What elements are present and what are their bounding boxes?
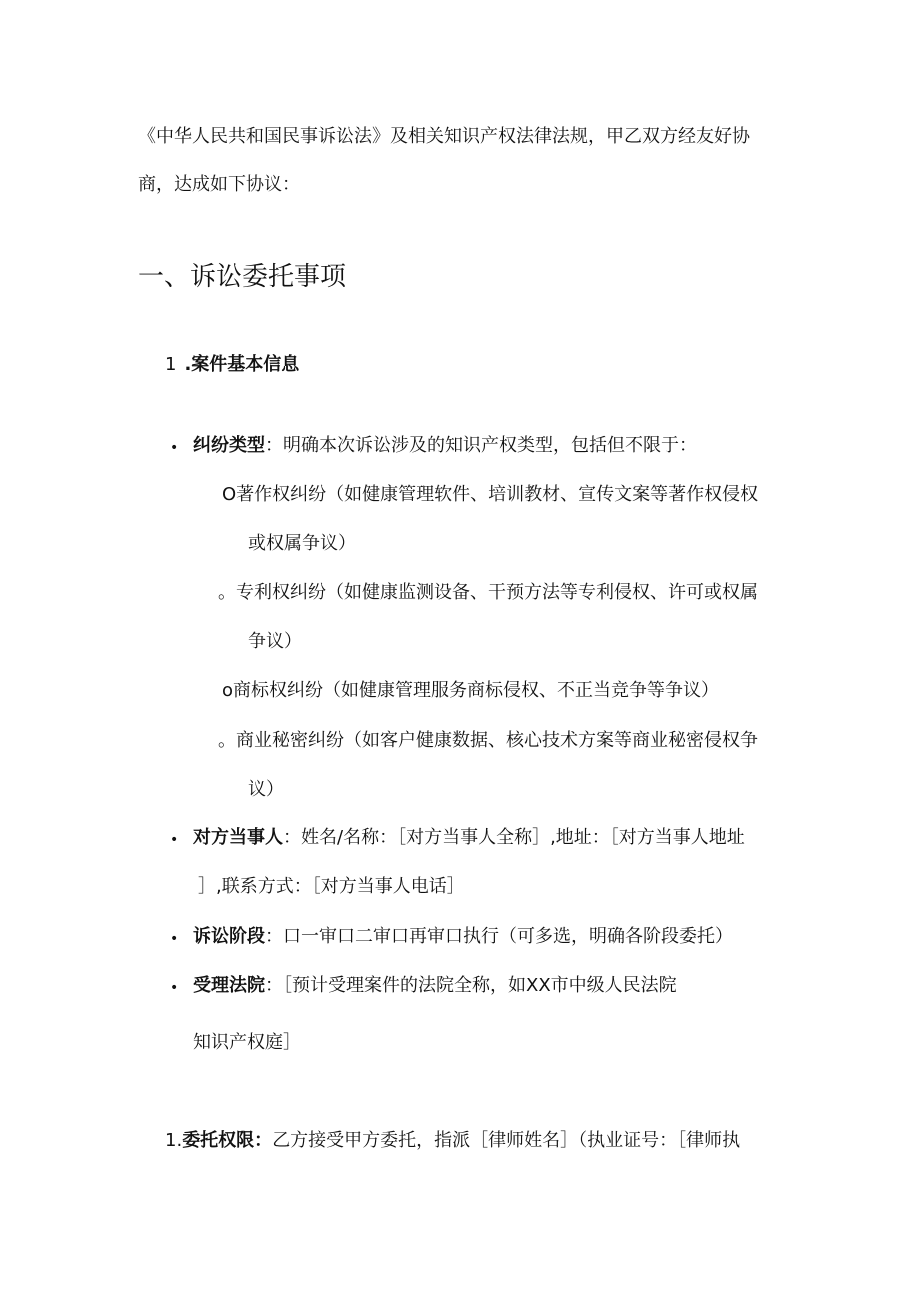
- option-trade-secret-line-2: 议）: [248, 779, 284, 800]
- bullet-marker: •: [170, 980, 179, 996]
- opponent-item: [193, 829, 745, 847]
- opponent-text: ：姓名/名称：［对方当事人全称］,地址：［对方当事人地址: [283, 827, 745, 848]
- court-text: ：［预计受理案件的法院全称，如XX市中级人民法院: [265, 975, 677, 996]
- stage-item: [193, 928, 733, 946]
- intro-line-2: 商，达成如下协议：: [138, 174, 300, 195]
- section-heading: 一、诉讼委托事项: [138, 262, 347, 292]
- authority-item: [165, 1132, 740, 1150]
- option-copyright-line-2: 或权属争议）: [248, 533, 356, 554]
- intro-line-1: 《中华人民共和国民事诉讼法》及相关知识产权法律法规，甲乙双方经友好协: [138, 126, 750, 147]
- dispute-type-item: [193, 437, 697, 455]
- bullet-marker: •: [170, 440, 179, 456]
- subsection-number: 1: [165, 354, 177, 375]
- dispute-type-text: ：明确本次诉讼涉及的知识产权类型，包括但不限于：: [265, 435, 697, 456]
- authority-text: 乙方接受甲方委托，指派［律师姓名］（执业证号：［律师执: [272, 1130, 741, 1151]
- dispute-type-label: 纠纷类型: [193, 435, 265, 456]
- bullet-marker: •: [170, 931, 179, 947]
- subsection-title: [165, 356, 299, 374]
- court-item: [193, 977, 677, 995]
- option-trade-secret-line-1: 。商业秘密纠纷（如客户健康数据、核心技术方案等商业秘密侵权争: [218, 730, 758, 751]
- authority-number: 1.: [165, 1130, 183, 1151]
- option-patent-line-2: 争议）: [248, 631, 302, 652]
- stage-label: 诉讼阶段: [193, 926, 265, 947]
- bullet-marker: •: [170, 832, 179, 848]
- court-label: 受理法院: [193, 975, 265, 996]
- option-copyright-line-1: O著作权纠纷（如健康管理软件、培训教材、宣传文案等著作权侵权: [222, 484, 759, 505]
- authority-label: 委托权限：: [182, 1130, 273, 1151]
- court-line-2: 知识产权庭］: [193, 1032, 301, 1053]
- opponent-line-2: ］,联系方式：［对方当事人电话］: [198, 876, 465, 897]
- option-patent-line-1: 。专利权纠纷（如健康监测设备、干预方法等专利侵权、许可或权属: [218, 582, 758, 603]
- option-trademark-line-1: o商标权纠纷（如健康管理服务商标侵权、不正当竞争等争议）: [222, 680, 720, 701]
- subsection-label: .案件基本信息: [184, 354, 300, 375]
- stage-text: ：口一审口二审口再审口执行（可多选，明确各阶段委托）: [265, 926, 733, 947]
- opponent-label: 对方当事人: [193, 827, 283, 848]
